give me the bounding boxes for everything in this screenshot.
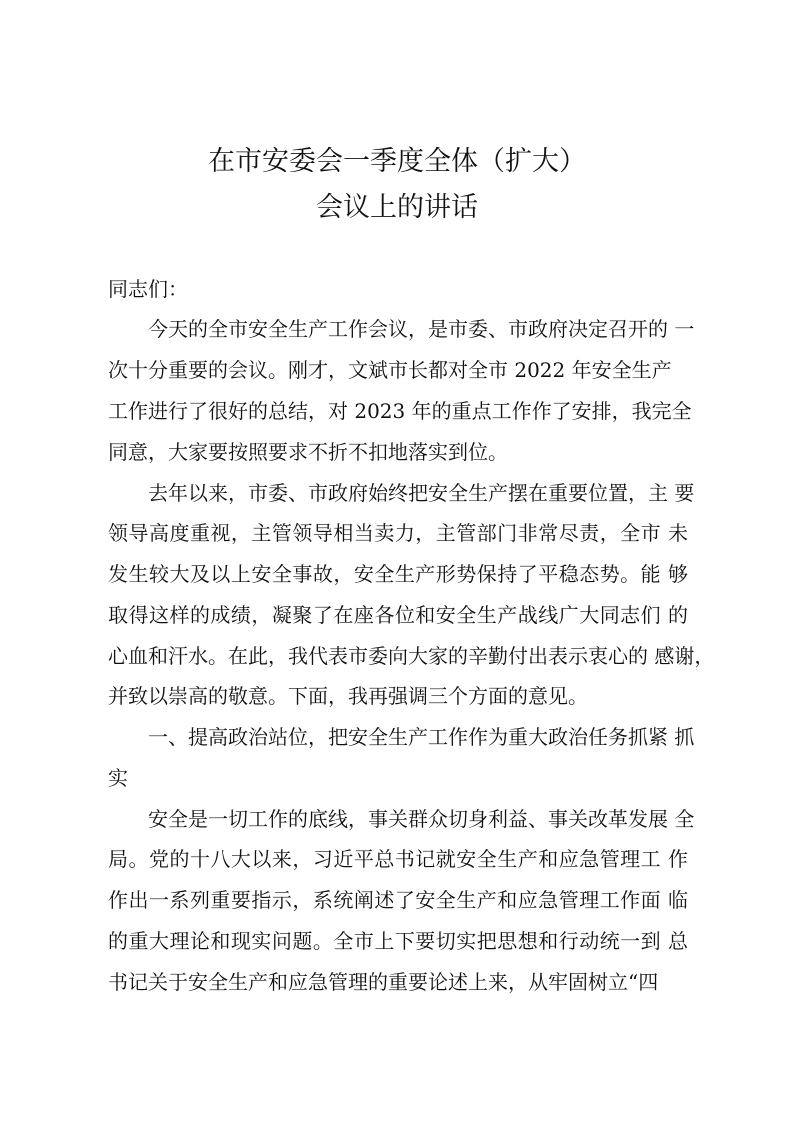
body-line: 心血和汗水。在此，我代表市委向大家的辛勤付出表示衷心的 感谢， bbox=[108, 644, 715, 668]
body-line: 去年以来，市委、市政府始终把安全生产摆在重要位置，主 要 bbox=[148, 481, 695, 505]
section-heading: 实 bbox=[108, 766, 128, 790]
section-heading: 一、提高政治站位，把安全生产工作作为重大政治任务抓紧 抓 bbox=[148, 725, 695, 749]
body-line: 工作进行了很好的总结，对 2023 年的重点工作作了安排，我完全 bbox=[108, 399, 692, 423]
body-line: 今天的全市安全生产工作会议，是市委、市政府决定召开的 一 bbox=[148, 317, 695, 341]
document-title-line-1: 在市安委会一季度全体（扩大） bbox=[208, 146, 586, 177]
body-line: 发生较大及以上安全事故，安全生产形势保持了平稳态势。能 够 bbox=[108, 562, 688, 586]
salutation: 同志们： bbox=[108, 277, 188, 301]
body-line: 同意，大家要按照要求不折不扣地落实到位。 bbox=[108, 440, 508, 464]
body-line: 的重大理论和现实问题。全市上下要切实把思想和行动统一到 总 bbox=[108, 929, 688, 953]
body-line: 局。党的十八大以来，习近平总书记就安全生产和应急管理工 作 bbox=[108, 847, 688, 871]
body-line: 领导高度重视，主管领导相当卖力，主管部门非常尽责，全市 未 bbox=[108, 521, 688, 545]
body-line: 取得这样的成绩，凝聚了在座各位和安全生产战线广大同志们 的 bbox=[108, 603, 688, 627]
body-line: 并致以崇高的敬意。下面，我再强调三个方面的意见。 bbox=[108, 684, 588, 708]
body-line: 次十分重要的会议。刚才，文斌市长都对全市 2022 年安全生产 bbox=[108, 358, 672, 382]
body-line: 安全是一切工作的底线，事关群众切身利益、事关改革发展 全 bbox=[148, 807, 695, 831]
document-title-line-2: 会议上的讲话 bbox=[316, 192, 478, 223]
body-line: 书记关于安全生产和应急管理的重要论述上来，从牢固树立“四 bbox=[108, 970, 659, 994]
body-line: 作出一系列重要指示，系统阐述了安全生产和应急管理工作面 临 bbox=[108, 888, 688, 912]
